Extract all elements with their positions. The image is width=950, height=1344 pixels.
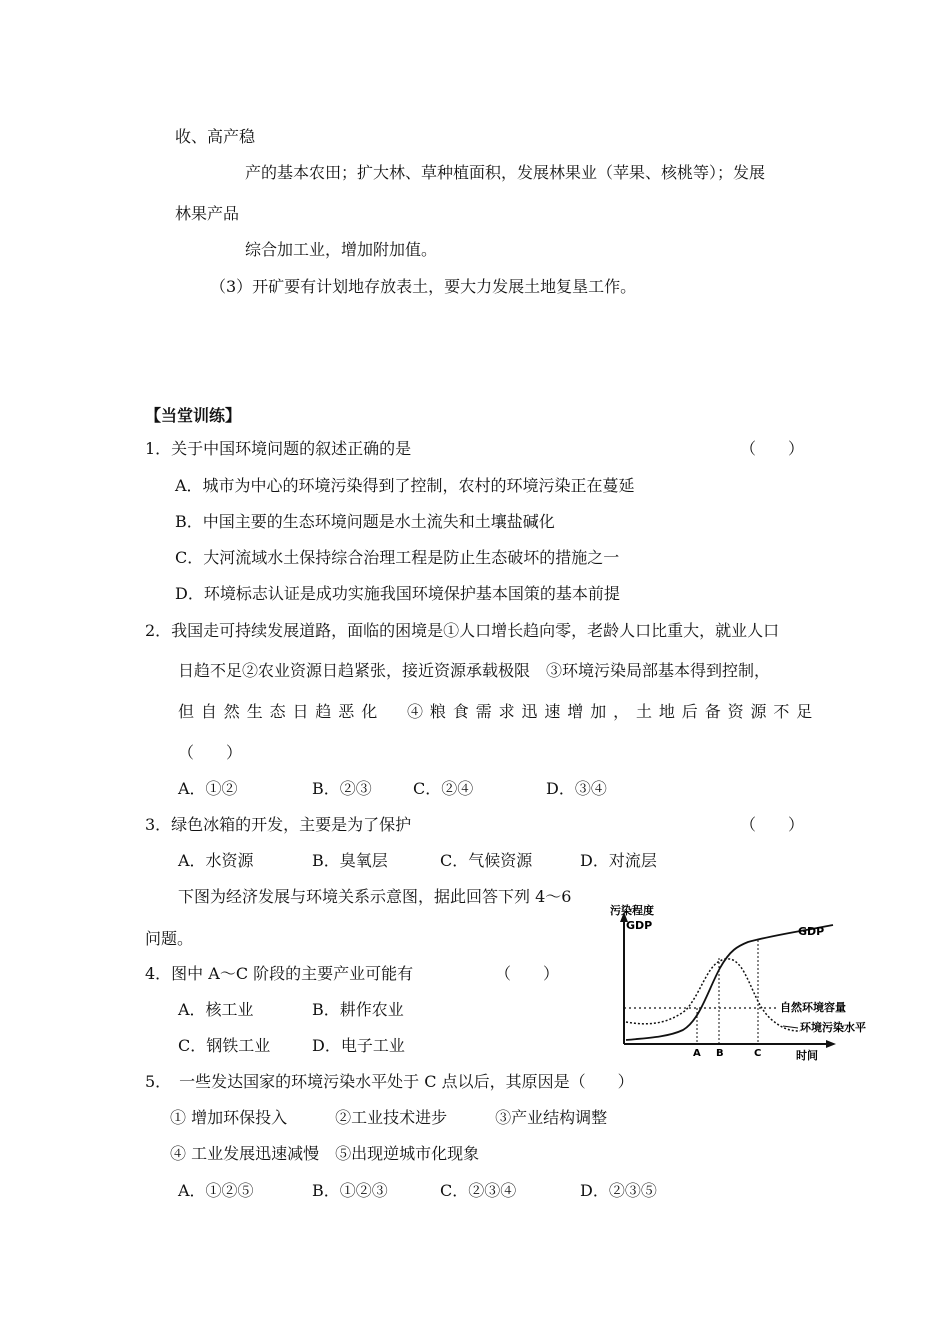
q2-option-c: C．②④ — [413, 779, 474, 798]
q3-option-d: D．对流层 — [580, 851, 657, 870]
intro-line-1: 收、高产稳 — [175, 127, 256, 146]
q4-stem: 4．图中 A～C 阶段的主要产业可能有 — [145, 964, 414, 983]
marker-label-b: B — [716, 1048, 724, 1059]
q2-option-d: D．③④ — [546, 779, 607, 798]
q3-option-a: A．水资源 — [178, 851, 254, 870]
q2-line-3: 但自然生态日趋恶化 ④粮食需求迅速增加，土地后备资源不足 — [178, 702, 820, 721]
q4-option-b: B．耕作农业 — [312, 1000, 404, 1019]
q5-statements-2: ④ 工业发展迅速减慢 ⑤出现逆城市化现象 — [170, 1144, 480, 1163]
q4-answer-paren: （ ） — [495, 964, 560, 983]
q1-option-c: C．大河流域水土保持综合治理工程是防止生态破坏的措施之一 — [175, 548, 620, 567]
q5-statements-1: ① 增加环保投入 ②工业技术进步 ③产业结构调整 — [170, 1108, 608, 1127]
q2-line-2: 日趋不足②农业资源日趋紧张，接近资源承载极限 ③环境污染局部基本得到控制， — [178, 661, 771, 680]
q2-option-a: A．①② — [178, 779, 238, 798]
economy-environment-chart — [608, 900, 898, 1065]
q2-answer-paren: （ ） — [178, 743, 243, 762]
section-title: 【当堂训练】 — [145, 406, 242, 425]
q5-option-a: A．①②⑤ — [178, 1181, 254, 1200]
intro-line-5: （3）开矿要有计划地存放表土，要大力发展土地复垦工作。 — [210, 277, 637, 296]
q5-option-d: D．②③⑤ — [580, 1181, 657, 1200]
q5-option-b: B．①②③ — [312, 1181, 388, 1200]
label-environment-capacity: 自然环境容量 — [780, 1001, 846, 1014]
q1-option-a: A．城市为中心的环境污染得到了控制，农村的环境污染正在蔓延 — [175, 476, 635, 495]
series-pollution-level — [626, 959, 800, 1031]
q1-option-b: B．中国主要的生态环境问题是水土流失和土壤盐碱化 — [175, 512, 555, 531]
label-gdp: GDP — [798, 925, 825, 938]
chart-x-label: 时间 — [796, 1049, 818, 1062]
chart-y-label-1: 污染程度 — [610, 904, 654, 917]
q1-stem: 1．关于中国环境问题的叙述正确的是 — [145, 439, 412, 458]
q3-answer-paren: （ ） — [740, 815, 805, 834]
figure-intro-line-1: 下图为经济发展与环境关系示意图，据此回答下列 4～6 — [178, 887, 572, 906]
q2-line-1: 2．我国走可持续发展道路，面临的困境是①人口增长趋向零，老龄人口比重大，就业人口 — [145, 621, 780, 640]
label-pollution-level: 环境污染水平 — [800, 1021, 866, 1034]
q4-option-c: C．钢铁工业 — [178, 1036, 271, 1055]
q3-stem: 3．绿色冰箱的开发，主要是为了保护 — [145, 815, 412, 834]
q1-answer-paren: （ ） — [740, 439, 805, 458]
q2-option-b: B．②③ — [312, 779, 372, 798]
q3-option-b: B．臭氧层 — [312, 851, 388, 870]
q5-option-c: C．②③④ — [440, 1181, 517, 1200]
q1-option-d: D．环境标志认证是成功实施我国环境保护基本国策的基本前提 — [175, 584, 620, 603]
marker-label-a: A — [693, 1048, 701, 1059]
intro-line-2: 产的基本农田；扩大林、草种植面积，发展林果业（苹果、核桃等）；发展 — [245, 163, 766, 182]
q4-option-a: A．核工业 — [178, 1000, 254, 1019]
figure-intro-line-2: 问题。 — [145, 929, 194, 948]
intro-line-4: 综合加工业，增加附加值。 — [245, 240, 438, 259]
q3-option-c: C．气候资源 — [440, 851, 533, 870]
chart-x-axis-arrow — [826, 1040, 836, 1048]
q5-stem: 5． 一些发达国家的环境污染水平处于 C 点以后，其原因是（ ） — [145, 1072, 634, 1091]
q4-option-d: D．电子工业 — [312, 1036, 405, 1055]
marker-label-c: C — [754, 1048, 762, 1059]
intro-line-3: 林果产品 — [175, 204, 240, 223]
chart-y-label-2: GDP — [626, 919, 653, 932]
